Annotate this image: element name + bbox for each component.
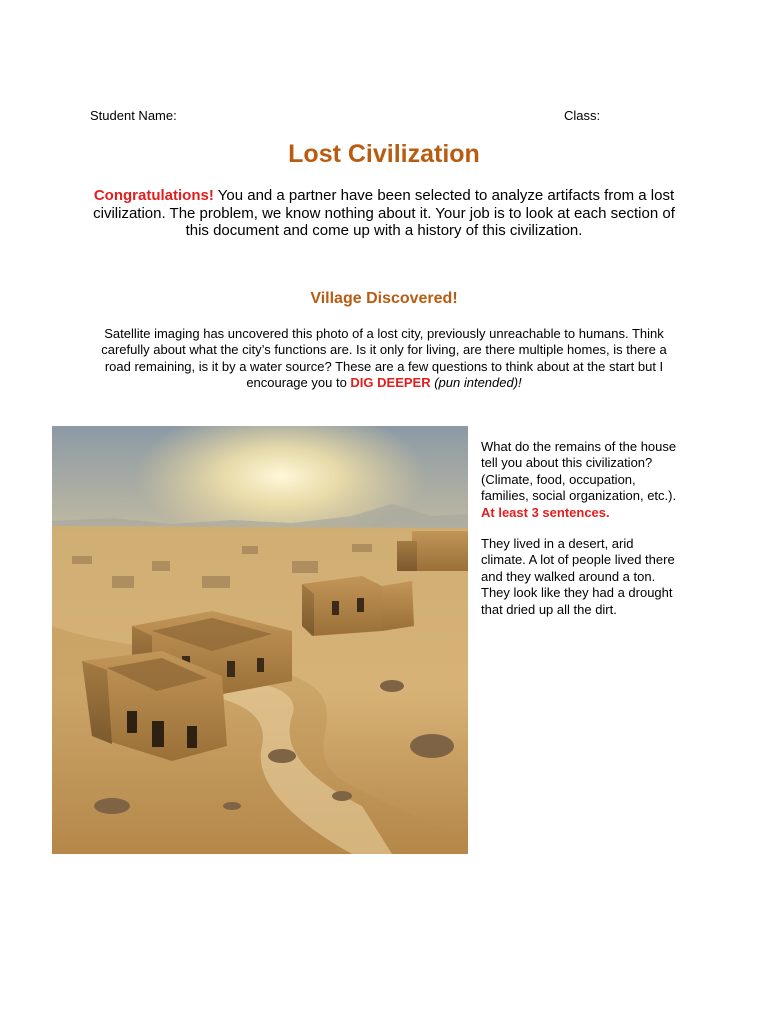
intro-body: You and a partner have been selected to analyze artifacts from a lost civilization. The problem, we know nothing about it. Your job is to look at each section of this document and come up with a history of this civilization. <box>93 187 675 239</box>
question-paragraph <box>481 439 681 521</box>
village-ruins-illustration <box>52 426 468 854</box>
question-text: What do the remains of the house tell you about this civilization? (Climate, food, occupation, families, social organization, etc.). <box>481 439 677 504</box>
class-label: Class: <box>564 108 601 123</box>
page-title: Lost Civilization <box>288 140 480 168</box>
dig-deeper-emphasis: DIG DEEPER <box>350 374 431 390</box>
intro-paragraph <box>86 187 682 240</box>
intro-lead: Congratulations! <box>93 187 214 204</box>
section-text: Satellite imaging has uncovered this photo of a lost city, previously unreachable to humans. Think carefully about what the city’s functions are. Is it only for living, are there multiple homes, is there a road remaining, is it by a water source? These are a few questions to think about at the start but I encourage you to <box>101 326 667 390</box>
header-row <box>90 108 610 126</box>
section-title: Village Discovered! <box>310 290 458 307</box>
pun-aside: (pun intended)! <box>430 374 522 390</box>
requirement-text: At least 3 sentences. <box>481 504 610 520</box>
answer-text[interactable]: They lived in a desert, arid climate. A lot of people lived there and they walked around a ton. They look like they had a drought that dried up all the dirt. <box>481 536 675 617</box>
student-name-label: Student Name: <box>90 108 177 123</box>
question-column <box>481 439 681 618</box>
section-paragraph <box>90 326 678 391</box>
